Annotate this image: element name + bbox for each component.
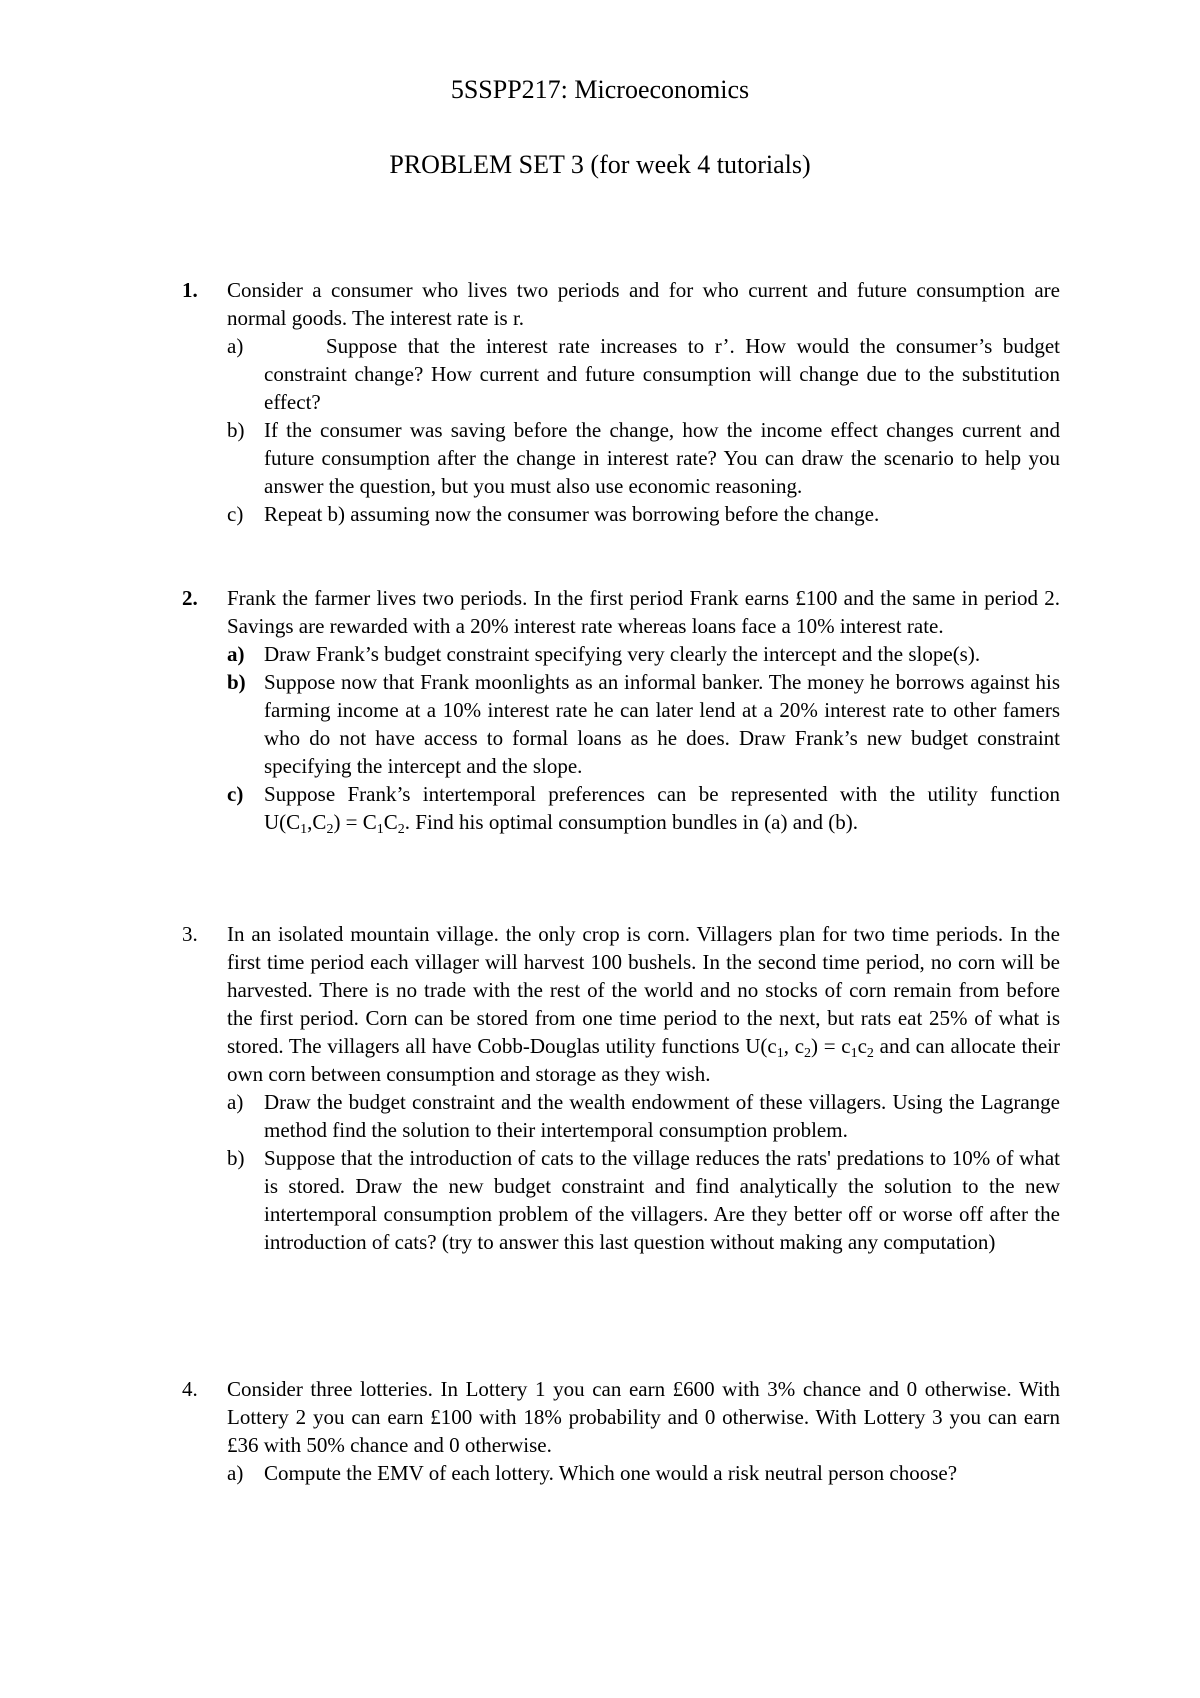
part-label: c) (227, 782, 244, 806)
subscript: 1 (300, 822, 308, 837)
part-label: b) (227, 418, 245, 442)
question-part (227, 780, 1060, 836)
question-text-mid: c (857, 1034, 867, 1058)
question-text (227, 920, 1060, 1088)
subscript: 1 (850, 1046, 858, 1061)
question-part (227, 500, 1060, 528)
subscript: 1 (376, 822, 384, 837)
question-part (227, 1088, 1060, 1144)
part-label: a) (227, 334, 244, 358)
part-text-mid: ) = C (333, 810, 377, 834)
subscript: 2 (804, 1046, 812, 1061)
question-text-start: In an isolated mountain village. the only crop is corn. Villagers plan for two time periods. In the first time period each villager will harvest 100 bushels. In the second time period, no corn will be harvested. There is no trade with the rest of the world and no stocks of corn remain from before the first period. Corn can be stored from one time period to the next, but rats eat 25% of what is stored. The villagers all have Cobb-Douglas utility functions U(c (227, 922, 1060, 1058)
question-part (227, 640, 1060, 668)
part-label: b) (227, 670, 246, 694)
part-text-end: . Find his optimal consumption bundles in (a) and (b). (404, 810, 858, 834)
question-text: Consider a consumer who lives two periods and for who current and future consumption are normal goods. The interest rate is r. (227, 278, 1060, 330)
subscript: 2 (397, 822, 405, 837)
question-number: 4. (182, 1377, 198, 1401)
course-title: 5SSPP217: Microeconomics (450, 75, 750, 104)
part-text: Draw the budget constraint and the wealth endowment of these villagers. Using the Lagrange method find the solution to their intertemporal consumption problem. (264, 1090, 1060, 1142)
part-text: If the consumer was saving before the change, how the income effect changes current and future consumption after the change in interest rate? You can draw the scenario to help you answer the question, but you must also use economic reasoning. (264, 418, 1060, 498)
question-text-mid: ) = c (811, 1034, 851, 1058)
subscript: 1 (776, 1046, 784, 1061)
subscript: 2 (866, 1046, 874, 1061)
part-text: Suppose that the interest rate increases to r’. How would the consumer’s budget constraint change? How current and future consumption will change due to the substitution effect? (264, 334, 1060, 414)
question-1 (182, 276, 1060, 528)
question-text-end: and can allocate their own corn between consumption and storage as they wish. (227, 1034, 1060, 1086)
part-text-mid: ,C (307, 810, 327, 834)
part-label: a) (227, 642, 245, 666)
question-2 (182, 584, 1060, 836)
part-text: Draw Frank’s budget constraint specifying very clearly the intercept and the slope(s). (264, 642, 981, 666)
question-part (227, 416, 1060, 500)
question-text-mid: , c (783, 1034, 805, 1058)
part-text: Compute the EMV of each lottery. Which one would a risk neutral person choose? (264, 1461, 958, 1485)
part-label: b) (227, 1146, 245, 1170)
question-text: Frank the farmer lives two periods. In the first period Frank earns £100 and the same in period 2. Savings are rewarded with a 20% interest rate whereas loans face a 10% interest rate. (227, 586, 1060, 638)
question-3 (182, 920, 1060, 1256)
part-text: Repeat b) assuming now the consumer was borrowing before the change. (264, 502, 880, 526)
question-part (227, 332, 1060, 416)
subscript: 2 (326, 822, 334, 837)
question-number: 1. (182, 278, 198, 302)
question-part (227, 668, 1060, 780)
part-text-mid: C (383, 810, 398, 834)
question-part (227, 1144, 1060, 1256)
part-label: a) (227, 1090, 244, 1114)
question-part (227, 1459, 1060, 1487)
problem-set-title: PROBLEM SET 3 (for week 4 tutorials) (389, 150, 811, 179)
part-text: Suppose now that Frank moonlights as an informal banker. The money he borrows against his farming income at a 10% interest rate he can later lend at a 20% interest rate to other famers who do not have access to formal loans as he does. Draw Frank’s new budget constraint specifying the intercept and the slope. (264, 670, 1060, 778)
part-text (264, 782, 1060, 837)
part-label: a) (227, 1461, 244, 1485)
part-text-start: Suppose Frank’s intertemporal preferences can be represented with the utility function U(C (264, 782, 1060, 834)
question-text: Consider three lotteries. In Lottery 1 you can earn £600 with 3% chance and 0 otherwise. With Lottery 2 you can earn £100 with 18% probability and 0 otherwise. With Lottery 3 you can earn £36 with 50% chance and 0 otherwise. (227, 1377, 1060, 1457)
question-4 (182, 1375, 1060, 1487)
question-number: 2. (182, 586, 198, 610)
part-text: Suppose that the introduction of cats to the village reduces the rats' predations to 10% of what is stored. Draw the new budget constraint and find analytically the solution to the new intertemporal consumption problem of the villagers. Are they better off or worse off after the introduction of cats? (try to answer this last question without making any computation) (264, 1146, 1060, 1254)
part-label: c) (227, 502, 244, 526)
question-number: 3. (182, 922, 198, 946)
